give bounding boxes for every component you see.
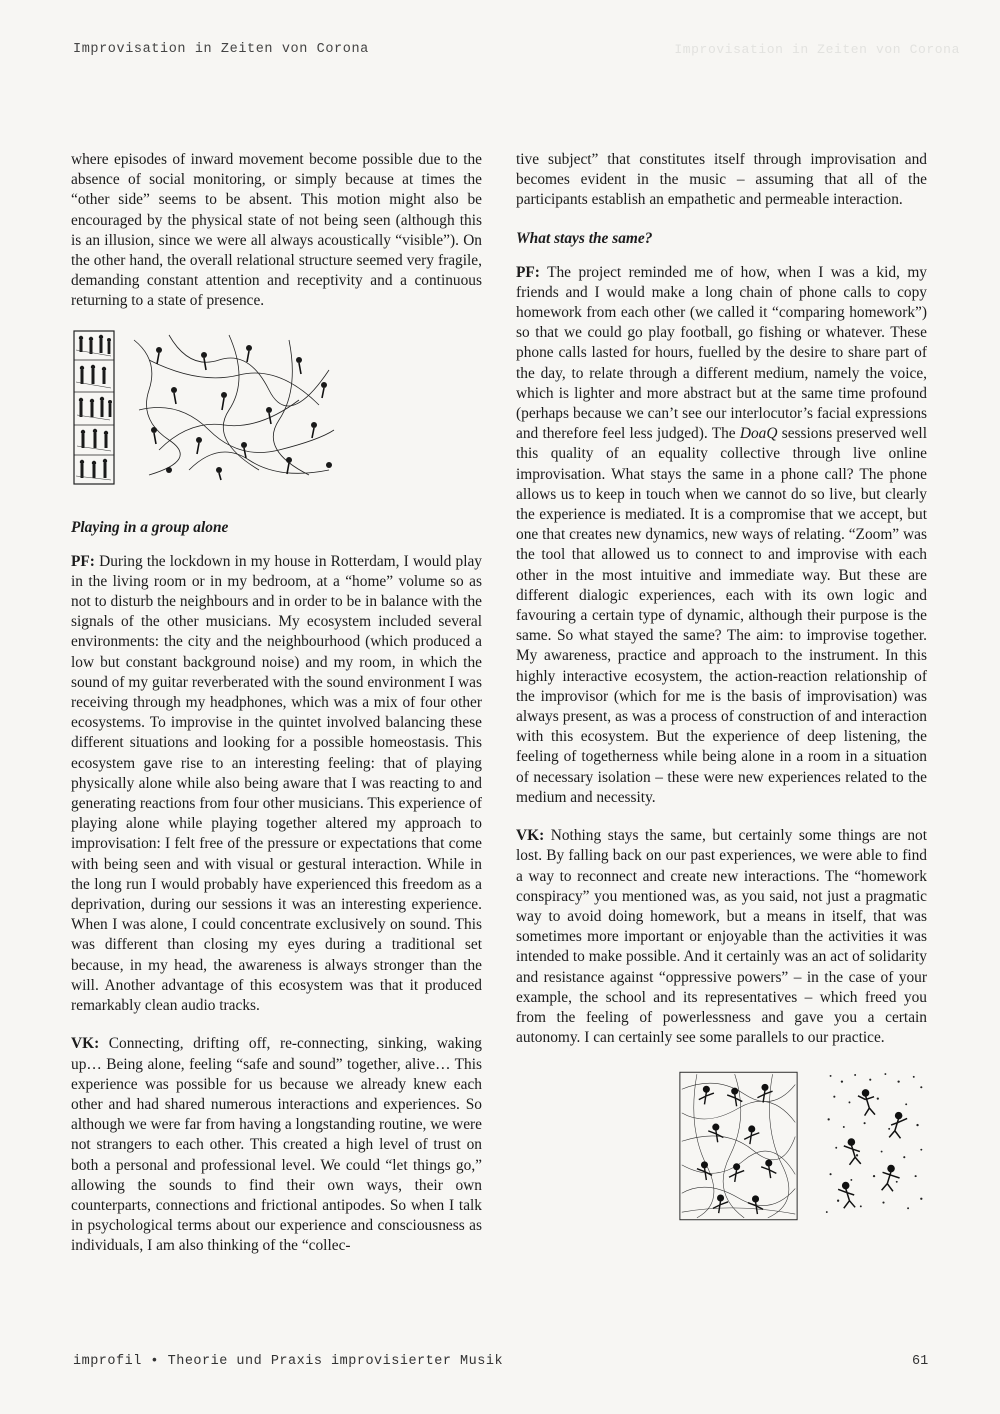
running-header: Improvisation in Zeiten von Corona: [73, 42, 369, 57]
right-intro-paragraph: tive subject” that constitutes itself through improvisation and becomes evident in the music – assuming that all of the participants establish an empathetic and permeable interaction.: [516, 151, 927, 209]
pf-paragraph-phone-calls: [516, 263, 927, 808]
scribbled-dancers-drawing: [678, 1066, 799, 1226]
section-heading-playing-alone: Playing in a group alone: [71, 518, 229, 536]
speaker-vk: VK:: [516, 827, 545, 845]
page-number: 61: [912, 1354, 929, 1369]
pf-text: During the lockdown in my house in Rotterdam, I would play in the living room or in my bedroom, at a “home” volume so as not to disturb the neighbours and in order to be in balance with the signals of the other musicians. My ecosystem included several environments: the city and the neighbourhood (which produced a low but constant background noise) and my room, in which the sound of my guitar reverberated with the sound environment I was receiving through my headphones, which was a mix of four other ecosystems. To improvise in the quintet involved balancing these different situations and looking for a possible homeostasis. This ecosystem gave rise to an interesting feeling: that of playing physically alone while also being aware that I was reacting to and generating reactions from four other musicians. This experience of playing alone while playing together altered my approach to improvisation: I felt free of the pressure or expectations that come with being seen and with visual or gestural interaction. While in the long run I would probably have experienced this freedom as a deprivation, during our sessions it was an interesting experience. When I was alone, I could concentrate exclusively on sound. This was different than closing my eyes during a traditional set because, in my head, the awareness is always stronger than the will. Another advantage of this ecosystem was that it produced remarkably clean audio tracks.: [71, 552, 482, 1015]
section-heading-what-stays: What stays the same?: [516, 229, 653, 247]
journal-footer: improfil • Theorie und Praxis improvisierter Musik: [73, 1354, 504, 1369]
pf-paragraph-lockdown: [71, 552, 482, 1017]
left-intro-paragraph: where episodes of inward movement become possible due to the absence of social monitoring, or simply because at times the “other side” seems to be absent. This motion might also be encouraged by the physical state of not being seen (although this is an illusion, since we were all always acoustically “visible”). On the other hand, the overall relational structure seemed very fragile, demanding constant attention and receptivity and a continuous returning to a state of presence.: [71, 151, 482, 310]
left-column: [71, 150, 482, 1275]
right-illustrations: [678, 1066, 927, 1226]
bleed-through-header: Improvisation in Zeiten von Corona: [674, 42, 960, 57]
tangled-figures-drawing: [129, 330, 339, 482]
speaker-pf: PF:: [71, 552, 95, 570]
doaq-emphasis: DoaQ: [739, 425, 778, 443]
figures-column-drawing: [73, 330, 115, 485]
vk-text: Connecting, drifting off, re-connecting, sinking, waking up… Being alone, feeling “safe and sound” together, alive… This experience was possible for us because we already knew each other and had shared numerous interactions and experiences. So although we were far from having a longstanding routine, we were not strangers to each other. This created a high level of trust on both a personal and professional level. We could “let things go,” allowing the sounds to find their own ways, their own counterparts, connections and frictional antipodes. So when I talk in psychological terms about our experience and consciousness as individuals, I am also thinking of the “collec-: [71, 1035, 482, 1255]
vk-paragraph-connecting: [71, 1034, 482, 1256]
pf-text-part-1: The project reminded me of how, when I was a kid, my friends and I would make a long chain of phone calls to copy homework from each other (we called it “comparing homework”) so that we could go play football, go fishing or whatever. These phone calls lasted for hours, fuelled by the desire to share part of the day, to relate through a different medium, namely the voice, which is lighter and more abstract but at the same time profound (perhaps because we can’t see our interlocutor’s facial expressions and therefore feel less judged). The: [516, 263, 927, 443]
pf-text-part-2: sessions preserved well this quality of an equality collective through live online improvisation. What stays the same in a phone call? The phone allows us to keep in touch when we cannot do so live, but clearly the experience is mediated. It is a compromise that we accept, but one that creates new dynamics, new ways of relating. “Zoom” was the tool that allowed us to connect to and improvise with each other in the most intuitive and immediate way. But these are different dialogic experiences, each with its own logic and favouring a certain type of dynamic, although their purpose is the same. So what stayed the same? The aim: to improvise together. My awareness, practice and approach to the instrument. In this highly interactive ecosystem, the action-reaction relationship of the improvisor (which for me is the basis of improvisation) was always present, as was a process of construction of and interaction with this ecosystem. But the experience of deep listening, the feeling of togetherness while being alone in a room in a situation of necessary isolation – these were new experiences related to the medium and necessity.: [516, 425, 927, 806]
right-column: [516, 150, 927, 1226]
dotted-figures-drawing: [823, 1066, 927, 1221]
speaker-vk: VK:: [71, 1035, 100, 1053]
vk-text: Nothing stays the same, but certainly some things are not lost. By falling back on our past experiences, we were able to find a way to reconnect and create new interactions. The “homework conspiracy” you mentioned was, as you said, not just a pragmatic way to avoid doing homework, but a means in itself, that was sometimes more important or enjoyable than the activities it was intended to make possible. And it certainly was an act of solidarity and resistance against “oppressive powers” – in the case of your example, the school and its representatives – which freed you from the feeling of powerlessness and gave you a certain autonomy. I can certainly see some parallels to our practice.: [516, 827, 927, 1047]
vk-paragraph-nothing-stays: [516, 826, 927, 1048]
speaker-pf: PF:: [516, 263, 540, 281]
left-illustrations: [73, 330, 482, 488]
